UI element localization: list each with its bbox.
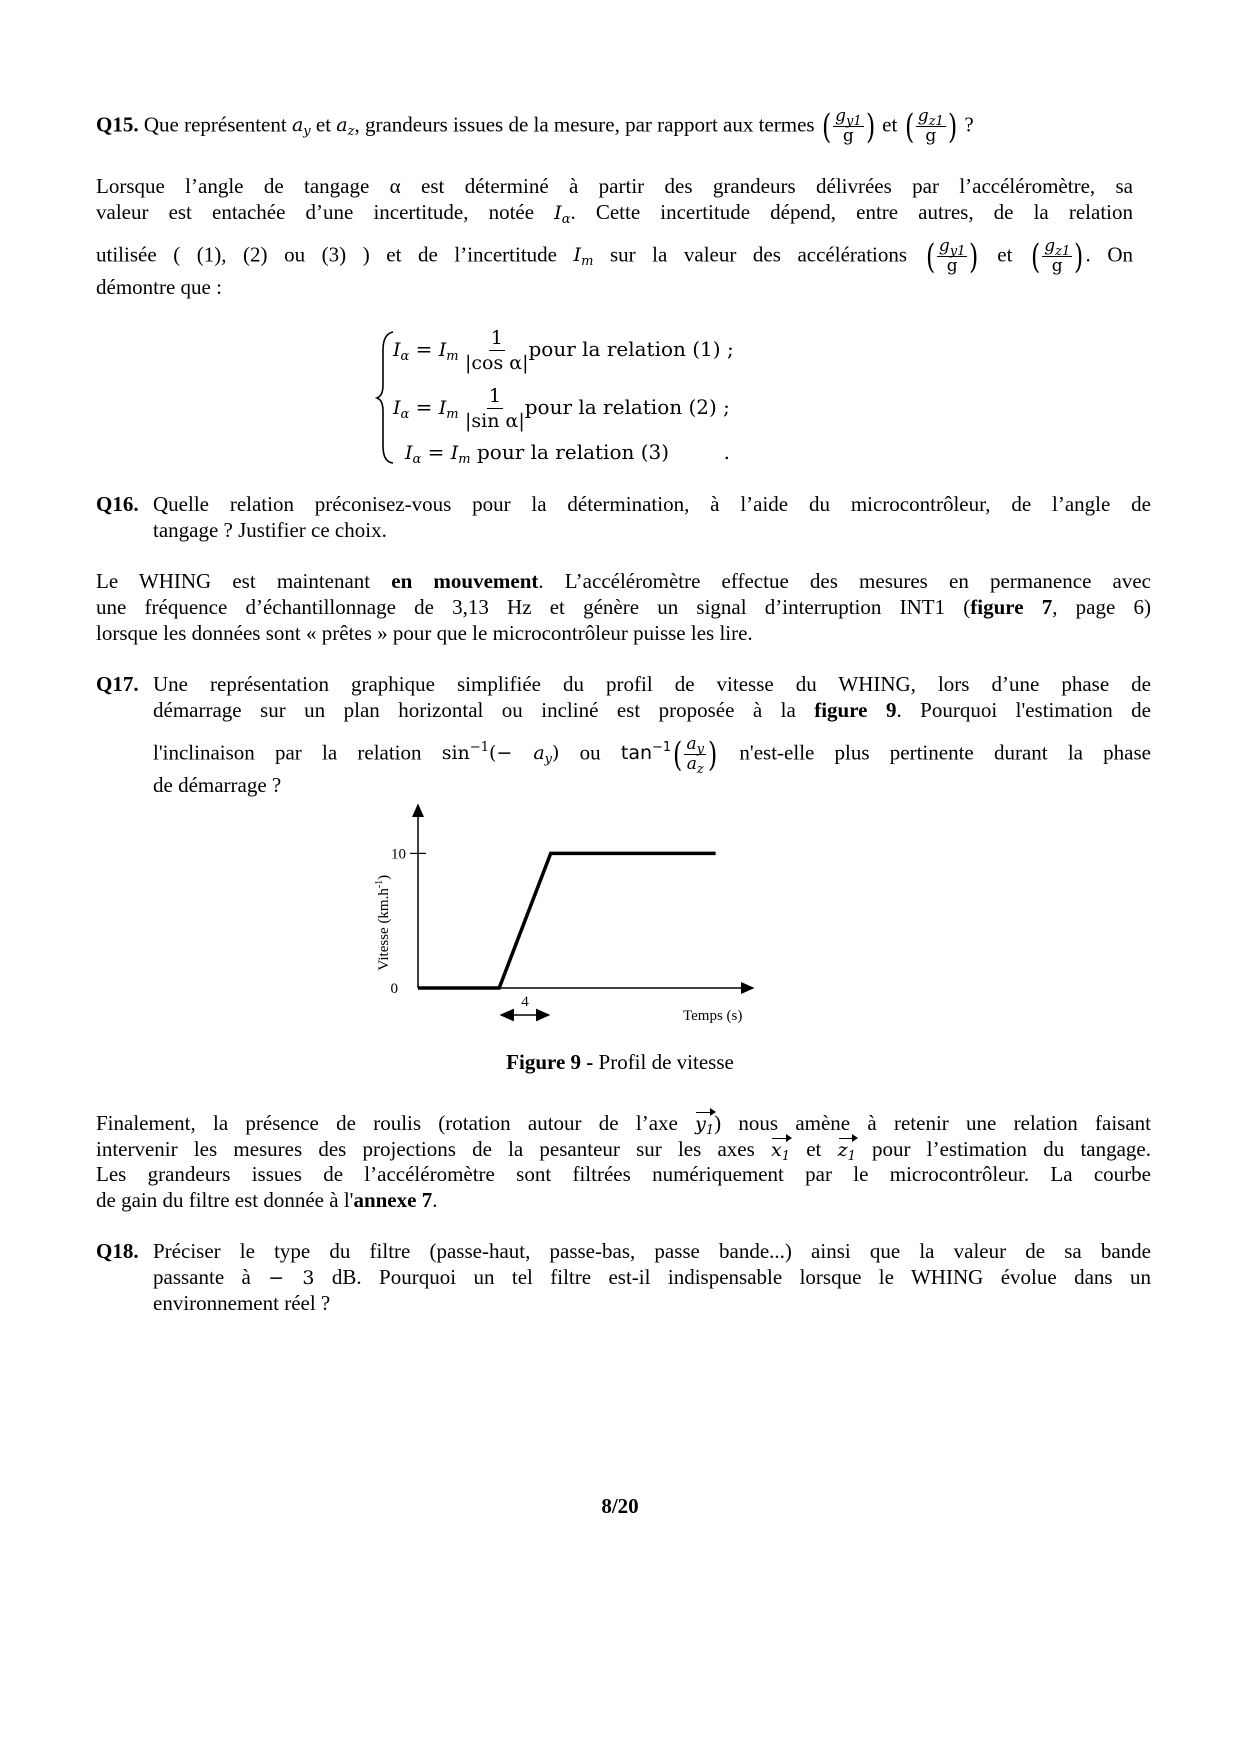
final-line-4: de gain du filtre est donnée à l'annexe 7. — [96, 1188, 438, 1212]
y-tick-label-10: 10 — [391, 846, 406, 863]
q15-label: Q15. — [96, 112, 139, 137]
q17-line-2: démarrage sur un plan horizontal ou incliné est proposée à la figure 9. Pourquoi l'estimation de — [153, 698, 1151, 722]
intro-line-3: utilisée ( (1), (2) ou (3) ) et de l’incertitude $I_m$ sur la valeur des accélérations ( $g_{y1}$ g ) et ( $g_{z1}$ g ) . On — [96, 236, 1133, 277]
q17-line-4: de démarrage ? — [153, 773, 282, 797]
intro-line-1: Lorsque l’angle de tangage α est déterminé à partir des grandeurs délivrées par l’accéléromètre, sa — [96, 174, 1133, 198]
q17-label: Q17. — [96, 672, 139, 696]
x-axis-label: Temps (s) — [683, 1008, 743, 1024]
final-line-2: intervenir les mesures des projections de la pesanteur sur les axes $x_1$ et $z_1$ pour l’estimation du tangage. — [96, 1137, 1152, 1164]
q15-line — [96, 107, 1151, 146]
math-az: $a_z$ — [336, 114, 355, 140]
movement-line-1: Le WHING est maintenant en mouvement. L’accéléromètre effectue des mesures en permanence avec — [96, 569, 1151, 593]
duration-label: 4 — [521, 994, 529, 1010]
q17-line-3: l'inclinaison par la relation $\sin^{-1}(- a_y)$ ou $\tan^{-1}$ ( $a_y$ $a_z$ ) n'est-elle plus pertinente durant la phase — [153, 734, 1152, 777]
math-ay: $a_y$ — [291, 114, 311, 140]
q18-line-2: passante à − 3 dB. Pourquoi un tel filtre est-il indispensable lorsque le WHING évolue dans un — [153, 1265, 1151, 1289]
intro-line-2: valeur est entachée d’une incertitude, notée $I_\alpha$. Cette incertitude dépend, entre autres, de la relation — [96, 200, 1133, 227]
final-line-3: Les grandeurs issues de l’accéléromètre sont filtrées numériquement par le microcontrôleur. La courbe — [96, 1162, 1151, 1186]
text: ? — [959, 112, 974, 137]
equation-3: $I_\alpha = I_m$ pour la relation (3) . — [405, 440, 730, 467]
movement-line-2: une fréquence d’échantillonnage de 3,13 Hz et génère un signal d’interruption INT1 (figure 7, page 6) — [96, 595, 1151, 619]
velocity-series-line — [418, 853, 716, 988]
fraction-ay-az: ( $a_y$ $a_z$ ) — [673, 734, 718, 777]
final-line-1: Finalement, la présence de roulis (rotation autour de l’axe $y_1$) nous amène à retenir une relation faisant — [96, 1111, 1152, 1138]
text: et — [310, 112, 337, 137]
text: , grandeurs issues de la mesure, par rapport aux termes — [354, 112, 820, 137]
page-number: 8/20 — [601, 1494, 639, 1518]
q16-line-2: tangage ? Justifier ce choix. — [153, 518, 387, 542]
q18-label: Q18. — [96, 1239, 139, 1263]
fraction-gy1-g: ( $g_{y1}$ g ) — [821, 106, 875, 147]
text: et — [876, 112, 903, 137]
q16-label: Q16. — [96, 492, 139, 516]
equation-2: $I_\alpha = I_m$ $\frac{1}{\text{|sin α|}}$ pour la relation (2) ; — [393, 385, 730, 432]
intro-line-4: démontre que : — [96, 275, 222, 299]
fraction-gy1-g: ( $g_{y1}$ g ) — [925, 236, 979, 277]
figure-caption: Figure 9 - Profil de vitesse — [506, 1050, 734, 1074]
fraction-gz1-g: ( $g_{z1}$ g ) — [904, 106, 958, 147]
movement-line-3: lorsque les données sont « prêtes » pour que le microcontrôleur puisse les lire. — [96, 621, 753, 645]
q18-line-3: environnement réel ? — [153, 1291, 331, 1315]
q16-line-1: Quelle relation préconisez-vous pour la détermination, à l’aide du microcontrôleur, de l’angle de — [153, 492, 1151, 516]
y-axis-label: Vitesse $(km.h^{-1})$ — [374, 874, 392, 971]
fraction-gz1-g: ( $g_{z1}$ g ) — [1030, 236, 1084, 277]
velocity-profile-chart — [360, 800, 780, 1040]
q18-line-1: Préciser le type du filtre (passe-haut, passe-bas, passe bande...) ainsi que la valeur de sa bande — [153, 1239, 1151, 1263]
q17-line-1: Une représentation graphique simplifiée du profil de vitesse du WHING, lors d’une phase de — [153, 672, 1151, 696]
text: Que représentent — [138, 112, 292, 137]
equation-1: $I_\alpha = I_m$ $\frac{1}{\text{|cos α|}}$ pour la relation (1) ; — [393, 327, 734, 374]
y-tick-label-0: 0 — [390, 981, 398, 997]
